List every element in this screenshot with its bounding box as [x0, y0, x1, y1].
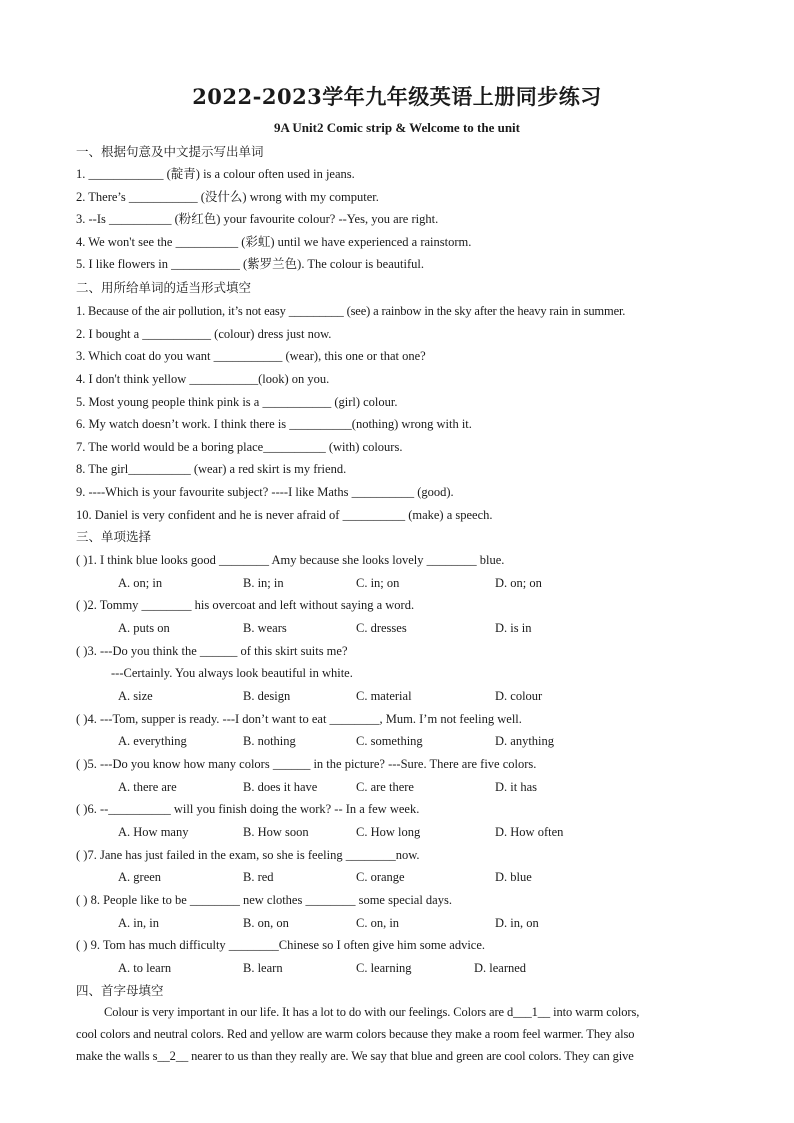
section-2-item: 7. The world would be a boring place__________ (with) colours.: [76, 440, 403, 454]
paragraph-line: cool colors and neutral colors. Red and yellow are warm colors because they make a room feel warmer. They also: [76, 1027, 635, 1041]
section-2-item: 10. Daniel is very confident and he is never afraid of __________ (make) a speech.: [76, 508, 493, 522]
question-stem: ( ) 9. Tom has much difficulty ________Chinese so I often give him some advice.: [76, 938, 486, 952]
option-b: B. How soon: [243, 825, 309, 839]
section-2-item: 4. I don't think yellow ___________(look) on you.: [76, 372, 330, 386]
option-c: C. dresses: [356, 621, 407, 635]
section-2-item: 3. Which coat do you want ___________ (wear), this one or that one?: [76, 349, 426, 363]
section-2-item: 8. The girl__________ (wear) a red skirt is my friend.: [76, 462, 347, 476]
option-d: D. on; on: [495, 576, 542, 590]
option-b: B. on, on: [243, 916, 289, 930]
option-c: C. something: [356, 734, 423, 748]
section-1-heading: 一、根据句意及中文提示写出单词: [76, 144, 264, 159]
section-3-heading: 三、单项选择: [76, 529, 152, 544]
option-b: B. design: [243, 689, 291, 703]
option-d: D. learned: [474, 961, 527, 975]
option-a: A. How many: [118, 825, 189, 839]
option-d: D. blue: [495, 870, 532, 884]
option-d: D. in, on: [495, 916, 539, 930]
paragraph-line: make the walls s__2__ nearer to us than they really are. We say that blue and green are cool colors. They can give: [76, 1049, 634, 1063]
option-a: A. everything: [118, 734, 187, 748]
page-subtitle: 9A Unit2 Comic strip & Welcome to the unit: [273, 120, 521, 135]
section-2-item: 1. Because of the air pollution, it’s not easy _________ (see) a rainbow in the sky after the heavy rain in summer.: [76, 304, 626, 318]
section-2-item: 9. ----Which is your favourite subject? ----I like Maths __________ (good).: [76, 485, 454, 499]
option-d: D. is in: [495, 621, 532, 635]
option-b: B. red: [243, 870, 274, 884]
section-2-item: 2. I bought a ___________ (colour) dress just now.: [76, 327, 332, 341]
option-c: C. learning: [356, 961, 412, 975]
question-stem: ( )7. Jane has just failed in the exam, so she is feeling ________now.: [76, 848, 420, 862]
option-a: A. size: [118, 689, 153, 703]
option-c: C. on, in: [356, 916, 400, 930]
section-2-item: 6. My watch doesn’t work. I think there is __________(nothing) wrong with it.: [76, 417, 472, 431]
option-d: D. anything: [495, 734, 555, 748]
question-stem: ( )3. ---Do you think the ______ of this skirt suits me?: [76, 644, 348, 658]
section-2-heading: 二、用所给单词的适当形式填空: [76, 280, 252, 295]
paragraph-line: Colour is very important in our life. It has a lot to do with our feelings. Colors are d___1__ into warm colors,: [104, 1005, 640, 1019]
option-d: D. How often: [495, 825, 564, 839]
question-stem: ( ) 8. People like to be ________ new clothes ________ some special days.: [76, 893, 452, 907]
option-c: C. material: [356, 689, 412, 703]
option-b: B. nothing: [243, 734, 296, 748]
option-a: A. in, in: [118, 916, 159, 930]
option-c: C. orange: [356, 870, 405, 884]
option-b: B. in; in: [243, 576, 284, 590]
option-b: B. wears: [243, 621, 287, 635]
question-stem: ( )6. --__________ will you finish doing the work? -- In a few week.: [76, 802, 420, 816]
section-2-item: 5. Most young people think pink is a ___________ (girl) colour.: [76, 395, 398, 409]
option-a: A. green: [118, 870, 162, 884]
question-stem: ( )4. ---Tom, supper is ready. ---I don’t want to eat ________, Mum. I’m not feeling well.: [76, 712, 522, 726]
page-title: 2022-2023学年九年级英语上册同步练习: [192, 84, 602, 109]
option-d: D. colour: [495, 689, 543, 703]
section-1-item: 4. We won't see the __________ (彩虹) until we have experienced a rainstorm.: [76, 235, 472, 249]
option-c: C. How long: [356, 825, 421, 839]
question-stem-continued: ---Certainly. You always look beautiful in white.: [111, 666, 353, 680]
section-4-heading: 四、首字母填空: [76, 983, 164, 998]
option-b: B. does it have: [243, 780, 318, 794]
section-1-item: 2. There’s ___________ (没什么) wrong with my computer.: [76, 190, 379, 204]
option-c: C. are there: [356, 780, 414, 794]
option-a: A. to learn: [118, 961, 172, 975]
question-stem: ( )5. ---Do you know how many colors ______ in the picture? ---Sure. There are five colors.: [76, 757, 537, 771]
section-1-item: 1. ____________ (靛青) is a colour often used in jeans.: [76, 167, 355, 181]
option-a: A. there are: [118, 780, 177, 794]
option-b: B. learn: [243, 961, 283, 975]
section-1-item: 5. I like flowers in ___________ (紫罗兰色). The colour is beautiful.: [76, 257, 424, 271]
option-d: D. it has: [495, 780, 538, 794]
question-stem: ( )2. Tommy ________ his overcoat and left without saying a word.: [76, 598, 415, 612]
option-c: C. in; on: [356, 576, 400, 590]
section-1-item: 3. --Is __________ (粉红色) your favourite colour? --Yes, you are right.: [76, 212, 439, 226]
option-a: A. puts on: [118, 621, 170, 635]
question-stem: ( )1. I think blue looks good ________ Amy because she looks lovely ________ blue.: [76, 553, 505, 567]
option-a: A. on; in: [118, 576, 163, 590]
